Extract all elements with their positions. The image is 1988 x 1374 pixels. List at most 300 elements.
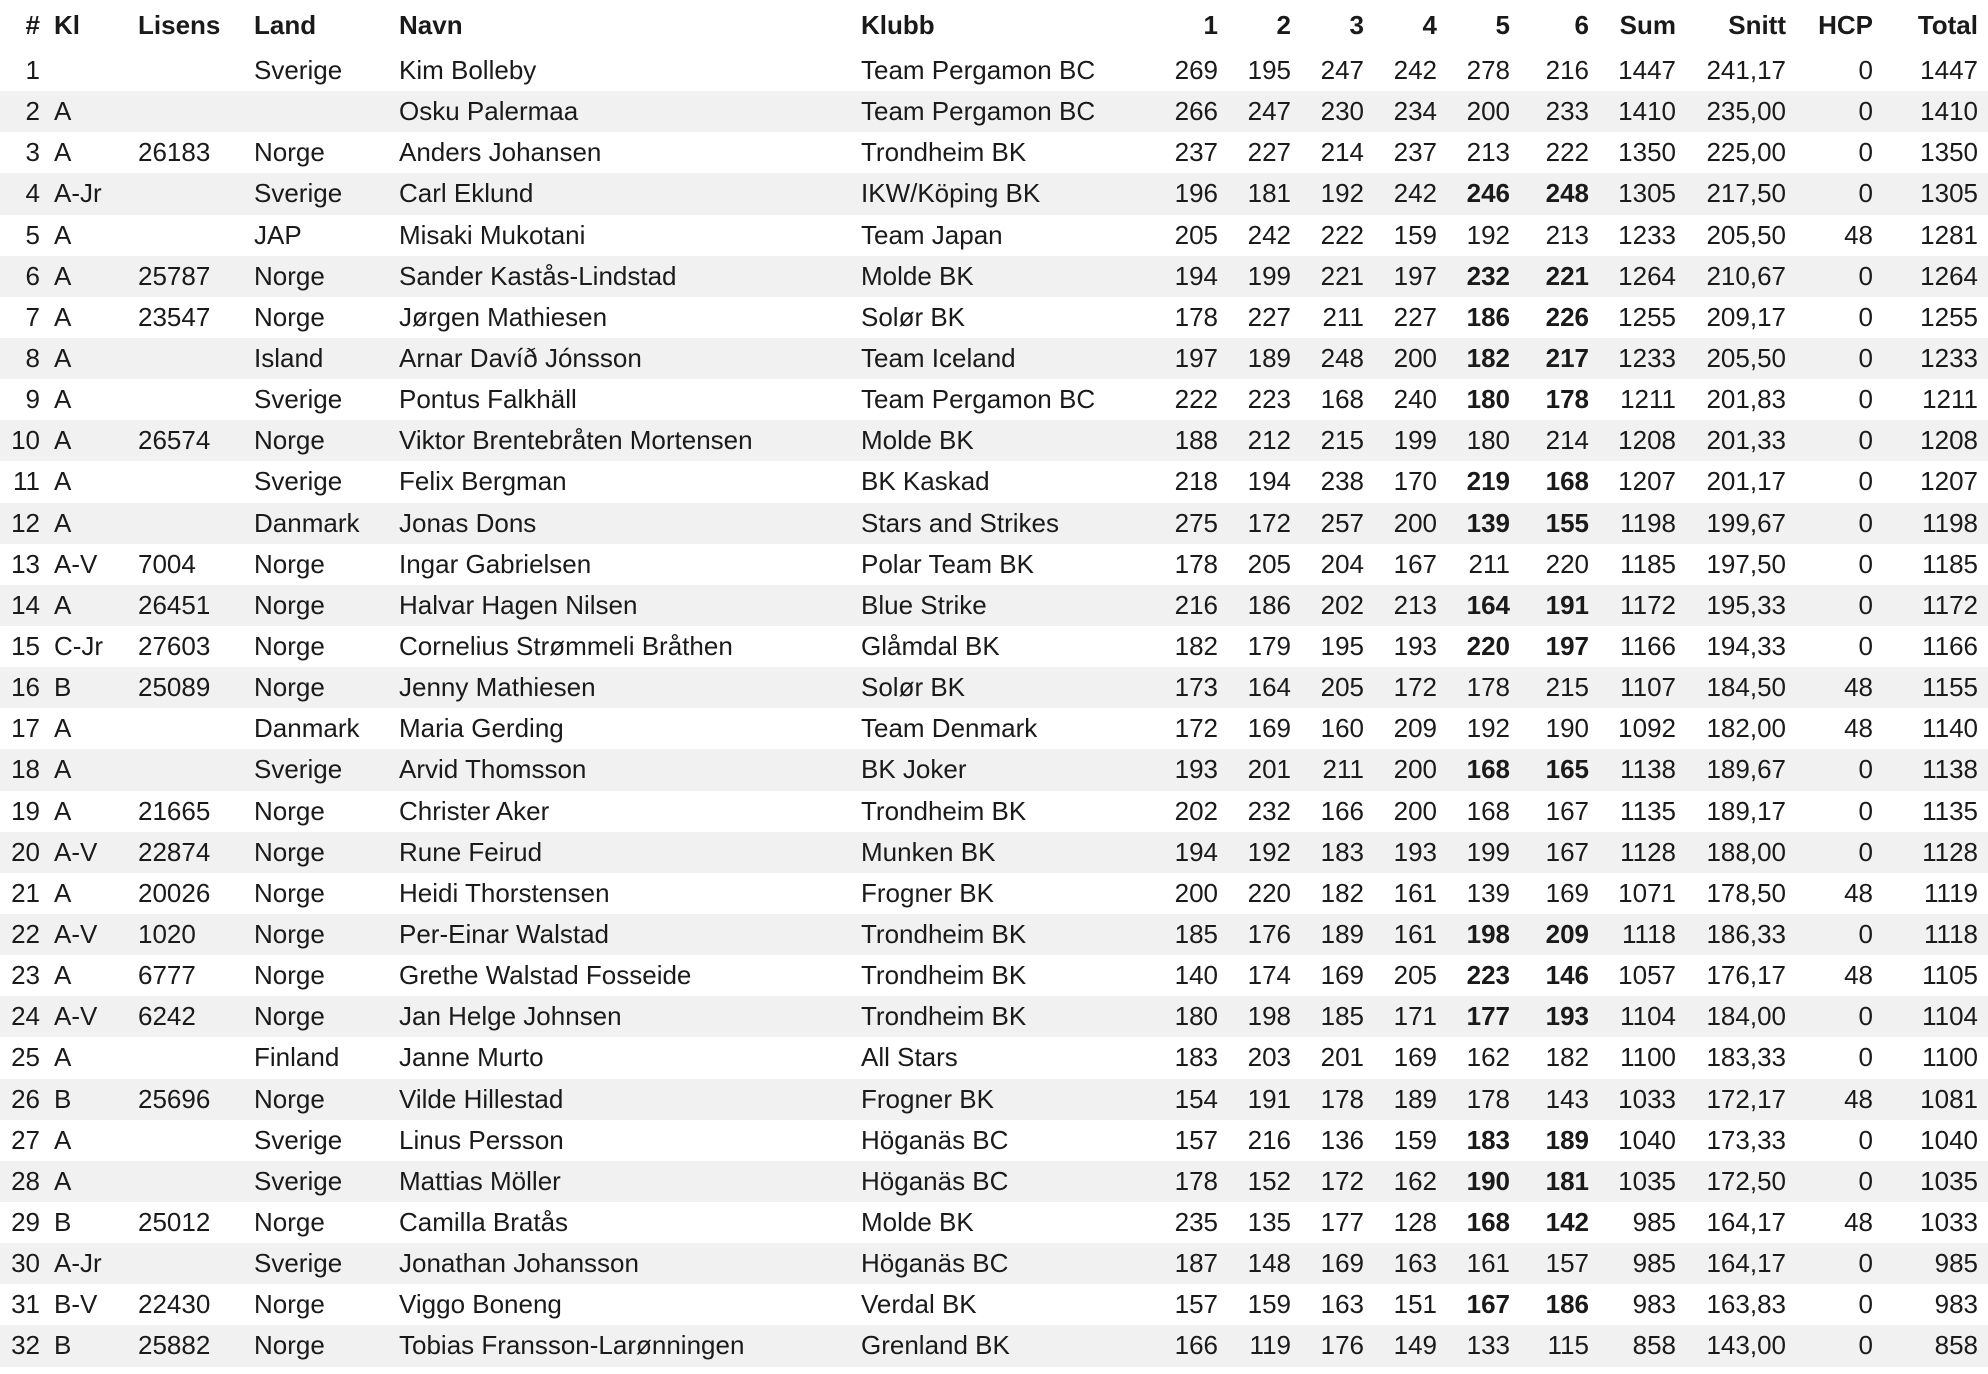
cell-sum: 1207 [1618, 466, 1676, 497]
cell-snitt: 182,00 [1706, 713, 1786, 744]
cell-hcp: 0 [1858, 96, 1873, 127]
cell-sum: 1071 [1618, 877, 1676, 908]
cell-kl: A [54, 1124, 72, 1155]
cell-game-4: 172 [1393, 672, 1437, 703]
cell-klubb: Molde BK [861, 260, 974, 291]
cell-game-6: 214 [1545, 425, 1589, 456]
cell-game-1: 178 [1174, 548, 1218, 579]
table-header-row [0, 0, 1988, 50]
cell-sum: 1107 [1620, 672, 1676, 703]
cell-sum: 1128 [1620, 836, 1676, 867]
cell-game-1: 218 [1174, 466, 1218, 497]
col-header-game-3[interactable]: 3 [1349, 9, 1364, 40]
cell-game-1: 180 [1174, 1001, 1218, 1032]
cell-game-6: 182 [1545, 1042, 1589, 1073]
cell-hcp: 0 [1858, 178, 1873, 209]
cell-hcp: 0 [1858, 55, 1873, 86]
table-row [0, 1202, 1988, 1243]
cell-sum: 1198 [1620, 507, 1676, 538]
cell-snitt: 163,83 [1706, 1289, 1786, 1320]
cell-klubb: All Stars [861, 1042, 958, 1073]
cell-game-4: 149 [1393, 1330, 1437, 1361]
cell-game-4: 161 [1393, 919, 1437, 950]
cell-game-4: 200 [1393, 795, 1437, 826]
cell-total: 985 [1934, 1248, 1978, 1279]
cell-navn: Janne Murto [399, 1042, 544, 1073]
cell-land: Norge [254, 301, 325, 332]
cell-hcp: 0 [1858, 836, 1873, 867]
cell-game-4: 209 [1393, 713, 1437, 744]
cell-sum: 1138 [1620, 754, 1676, 785]
cell-kl: A [54, 96, 72, 127]
cell-rank: 2 [25, 96, 40, 127]
cell-sum: 1255 [1618, 301, 1676, 332]
cell-game-5: 200 [1466, 96, 1510, 127]
cell-klubb: Trondheim BK [861, 919, 1027, 950]
cell-game-2: 216 [1247, 1124, 1291, 1155]
col-header-land[interactable]: Land [254, 9, 317, 40]
cell-game-1: 237 [1174, 137, 1218, 168]
cell-game-3: 183 [1320, 836, 1364, 867]
cell-klubb: Molde BK [861, 1207, 974, 1237]
cell-sum: 1233 [1618, 343, 1676, 374]
cell-game-6: 215 [1545, 672, 1589, 703]
cell-game-6: 216 [1545, 55, 1589, 86]
cell-land: Norge [254, 1001, 325, 1032]
cell-sum: 1035 [1618, 1165, 1676, 1196]
cell-klubb: Stars and Strikes [861, 507, 1059, 538]
cell-game-3: 177 [1320, 1207, 1364, 1237]
cell-game-1: 197 [1174, 343, 1218, 374]
table-row [0, 215, 1988, 256]
col-header-navn[interactable]: Navn [399, 9, 463, 40]
cell-game-2: 148 [1247, 1248, 1291, 1279]
cell-lisens: 6777 [138, 960, 196, 991]
cell-game-1: 196 [1174, 178, 1218, 209]
cell-snitt: 201,33 [1706, 425, 1786, 456]
table-row [0, 1079, 1988, 1120]
cell-klubb: Frogner BK [861, 877, 994, 908]
cell-navn: Viggo Boneng [399, 1289, 562, 1320]
cell-sum: 1118 [1622, 919, 1676, 950]
cell-game-6: 165 [1545, 754, 1589, 785]
cell-land: Norge [254, 631, 325, 662]
cell-game-5: 198 [1466, 919, 1510, 950]
cell-land: Norge [254, 1207, 325, 1237]
cell-lisens [138, 749, 254, 790]
cell-navn: Tobias Fransson-Larønningen [399, 1330, 745, 1361]
cell-game-1: 173 [1174, 672, 1218, 703]
cell-game-3: 247 [1320, 55, 1364, 86]
cell-kl: A [54, 713, 72, 744]
cell-hcp: 0 [1858, 631, 1873, 662]
cell-hcp: 48 [1844, 672, 1873, 703]
cell-total: 1211 [1922, 384, 1978, 415]
cell-game-5: 246 [1466, 178, 1510, 209]
cell-total: 1100 [1922, 1042, 1978, 1073]
cell-game-3: 211 [1322, 754, 1364, 785]
cell-kl: A-V [54, 548, 98, 579]
cell-kl: A [54, 425, 72, 456]
cell-snitt: 186,33 [1706, 919, 1786, 950]
cell-sum: 983 [1632, 1289, 1676, 1320]
cell-kl: A [54, 795, 72, 826]
table-row [0, 626, 1988, 667]
table-row [0, 1037, 1988, 1078]
cell-lisens: 26451 [138, 589, 211, 620]
cell-game-5: 133 [1466, 1330, 1510, 1361]
col-header-kl[interactable]: Kl [54, 9, 80, 40]
cell-game-6: 143 [1545, 1083, 1589, 1114]
col-header-game-5[interactable]: 5 [1495, 9, 1510, 40]
cell-sum: 1172 [1620, 589, 1676, 620]
cell-game-4: 171 [1393, 1001, 1437, 1032]
cell-land: Norge [254, 425, 325, 456]
cell-klubb: Trondheim BK [861, 795, 1027, 826]
cell-kl: A [54, 507, 72, 538]
cell-sum: 985 [1632, 1207, 1676, 1237]
cell-lisens: 23547 [138, 301, 211, 332]
cell-sum: 858 [1632, 1330, 1676, 1361]
cell-navn: Vilde Hillestad [399, 1083, 564, 1114]
table-row [0, 173, 1988, 214]
cell-land: JAP [254, 219, 302, 250]
cell-snitt: 194,33 [1706, 631, 1786, 662]
cell-kl: A [54, 877, 72, 908]
cell-land: Norge [254, 260, 325, 291]
cell-sum: 1211 [1620, 384, 1676, 415]
cell-navn: Ingar Gabrielsen [399, 548, 592, 579]
cell-game-3: 136 [1320, 1124, 1364, 1155]
cell-game-1: 266 [1174, 96, 1218, 127]
cell-game-4: 163 [1393, 1248, 1437, 1279]
cell-game-2: 227 [1247, 301, 1291, 332]
cell-total: 1281 [1920, 219, 1978, 250]
cell-game-2: 203 [1247, 1042, 1291, 1073]
cell-lisens: 25696 [138, 1083, 211, 1114]
cell-snitt: 197,50 [1706, 548, 1786, 579]
cell-navn: Mattias Möller [399, 1165, 561, 1196]
cell-rank: 1 [25, 55, 40, 86]
col-header-game-1[interactable]: 1 [1203, 9, 1218, 40]
cell-rank: 29 [11, 1207, 40, 1237]
cell-sum: 1104 [1620, 1001, 1676, 1032]
table-row [0, 256, 1988, 297]
cell-game-5: 219 [1466, 466, 1510, 497]
cell-game-5: 232 [1466, 260, 1510, 291]
cell-land: Norge [254, 672, 325, 703]
col-header-game-4[interactable]: 4 [1422, 9, 1437, 40]
cell-game-2: 174 [1247, 960, 1291, 991]
cell-land: Norge [254, 548, 325, 579]
cell-game-2: 205 [1247, 548, 1291, 579]
cell-snitt: 164,17 [1706, 1248, 1786, 1279]
table-row [0, 914, 1988, 955]
cell-land: Finland [254, 1042, 340, 1073]
cell-rank: 20 [11, 836, 40, 867]
cell-game-2: 242 [1247, 219, 1291, 250]
cell-land: Norge [254, 960, 325, 991]
cell-rank: 28 [11, 1165, 40, 1196]
cell-rank: 24 [11, 1001, 40, 1032]
cell-game-2: 223 [1247, 384, 1291, 415]
table-row [0, 338, 1988, 379]
cell-sum: 1350 [1618, 137, 1676, 168]
cell-navn: Christer Aker [399, 795, 550, 826]
cell-total: 1207 [1920, 466, 1978, 497]
cell-game-1: 183 [1174, 1042, 1218, 1073]
cell-game-3: 230 [1320, 96, 1364, 127]
cell-land: Norge [254, 589, 325, 620]
cell-game-3: 185 [1320, 1001, 1364, 1032]
cell-game-4: 227 [1393, 301, 1437, 332]
cell-land: Danmark [254, 713, 360, 744]
cell-land: Sverige [254, 1165, 343, 1196]
col-header-total[interactable]: Total [1917, 9, 1978, 40]
cell-navn: Per-Einar Walstad [399, 919, 609, 950]
cell-lisens [138, 1161, 254, 1202]
cell-game-6: 197 [1545, 631, 1589, 662]
cell-rank: 10 [11, 425, 40, 456]
cell-game-2: 172 [1247, 507, 1291, 538]
cell-game-6: 217 [1545, 343, 1589, 374]
cell-game-1: 202 [1174, 795, 1218, 826]
cell-game-2: 195 [1247, 55, 1291, 86]
cell-game-5: 139 [1466, 877, 1510, 908]
cell-land: Sverige [254, 1124, 343, 1155]
cell-total: 1185 [1922, 548, 1978, 579]
table-row [0, 420, 1988, 461]
cell-rank: 8 [25, 343, 40, 374]
table-row [0, 91, 1988, 132]
cell-game-3: 222 [1320, 219, 1364, 250]
cell-klubb: Solør BK [861, 301, 966, 332]
cell-land: Norge [254, 1330, 325, 1361]
cell-hcp: 0 [1858, 1248, 1873, 1279]
cell-hcp: 0 [1858, 466, 1873, 497]
cell-game-6: 209 [1545, 919, 1589, 950]
cell-total: 1305 [1920, 178, 1978, 209]
col-header-klubb[interactable]: Klubb [861, 9, 935, 40]
cell-game-6: 189 [1545, 1124, 1589, 1155]
cell-sum: 1040 [1618, 1124, 1676, 1155]
cell-snitt: 201,83 [1706, 384, 1786, 415]
cell-game-5: 161 [1466, 1248, 1510, 1279]
cell-total: 1040 [1920, 1124, 1978, 1155]
cell-game-4: 128 [1393, 1207, 1437, 1237]
cell-land: Sverige [254, 384, 343, 415]
cell-land: Norge [254, 877, 325, 908]
cell-game-4: 213 [1393, 589, 1437, 620]
cell-total: 858 [1934, 1330, 1978, 1361]
cell-game-3: 169 [1320, 1248, 1364, 1279]
cell-rank: 23 [11, 960, 40, 991]
cell-game-6: 169 [1545, 877, 1589, 908]
cell-sum: 1447 [1618, 55, 1676, 86]
cell-game-1: 157 [1174, 1289, 1218, 1320]
cell-rank: 19 [11, 795, 40, 826]
cell-land [254, 91, 399, 132]
cell-hcp: 0 [1858, 795, 1873, 826]
cell-game-4: 193 [1393, 836, 1437, 867]
cell-game-5: 164 [1466, 589, 1510, 620]
cell-game-5: 182 [1466, 343, 1510, 374]
cell-hcp: 0 [1858, 548, 1873, 579]
table-row [0, 996, 1988, 1037]
cell-game-4: 189 [1393, 1083, 1437, 1114]
cell-rank: 15 [11, 631, 40, 662]
cell-game-4: 237 [1393, 137, 1437, 168]
cell-game-2: 212 [1247, 425, 1291, 456]
cell-game-3: 257 [1320, 507, 1364, 538]
cell-game-2: 201 [1247, 754, 1291, 785]
cell-rank: 31 [11, 1289, 40, 1320]
cell-rank: 21 [11, 877, 40, 908]
cell-hcp: 0 [1858, 507, 1873, 538]
cell-game-3: 169 [1320, 960, 1364, 991]
col-header-hcp[interactable]: HCP [1818, 9, 1873, 40]
cell-sum: 1208 [1618, 425, 1676, 456]
cell-game-1: 193 [1174, 754, 1218, 785]
cell-navn: Misaki Mukotani [399, 219, 586, 250]
cell-game-6: 213 [1545, 219, 1589, 250]
cell-lisens: 26183 [138, 137, 211, 168]
cell-total: 1138 [1922, 754, 1978, 785]
cell-klubb: Team Japan [861, 219, 1003, 250]
cell-navn: Grethe Walstad Fosseide [399, 960, 692, 991]
cell-lisens: 22874 [138, 836, 211, 867]
cell-game-2: 119 [1249, 1330, 1291, 1361]
cell-game-5: 177 [1466, 1001, 1510, 1032]
cell-game-2: 135 [1247, 1207, 1291, 1237]
cell-rank: 5 [25, 219, 40, 250]
table-row [0, 749, 1988, 790]
cell-game-6: 167 [1545, 836, 1589, 867]
cell-navn: Heidi Thorstensen [399, 877, 610, 908]
cell-rank: 27 [11, 1124, 40, 1155]
cell-game-1: 200 [1174, 877, 1218, 908]
cell-game-1: 194 [1174, 836, 1218, 867]
cell-game-4: 205 [1393, 960, 1437, 991]
cell-game-2: 198 [1247, 1001, 1291, 1032]
cell-lisens [138, 503, 254, 544]
cell-rank: 14 [11, 589, 40, 620]
cell-hcp: 0 [1858, 1165, 1873, 1196]
cell-game-2: 220 [1247, 877, 1291, 908]
cell-game-3: 211 [1322, 301, 1364, 332]
cell-game-4: 193 [1393, 631, 1437, 662]
cell-game-5: 139 [1466, 507, 1510, 538]
cell-game-2: 232 [1247, 795, 1291, 826]
col-header-game-2[interactable]: 2 [1276, 9, 1291, 40]
cell-klubb: Trondheim BK [861, 960, 1027, 991]
cell-navn: Viktor Brentebråten Mortensen [399, 425, 753, 456]
table-row [0, 544, 1988, 585]
cell-sum: 1233 [1618, 219, 1676, 250]
cell-snitt: 184,50 [1706, 672, 1786, 703]
cell-hcp: 0 [1858, 425, 1873, 456]
cell-navn: Carl Eklund [399, 178, 534, 209]
cell-game-3: 221 [1320, 260, 1364, 291]
cell-navn: Linus Persson [399, 1124, 564, 1155]
cell-total: 1255 [1920, 301, 1978, 332]
cell-game-5: 220 [1466, 631, 1510, 662]
cell-klubb: Höganäs BC [861, 1124, 1009, 1155]
cell-game-3: 192 [1320, 178, 1364, 209]
cell-game-1: 166 [1174, 1330, 1218, 1361]
cell-sum: 985 [1632, 1248, 1676, 1279]
cell-game-3: 189 [1320, 919, 1364, 950]
cell-kl: A-V [54, 919, 98, 950]
col-header-sum[interactable]: Sum [1619, 9, 1676, 40]
cell-game-5: 180 [1466, 384, 1510, 415]
cell-rank: 22 [11, 919, 40, 950]
cell-navn: Pontus Falkhäll [399, 384, 577, 415]
cell-kl: B [54, 672, 72, 703]
cell-game-2: 169 [1247, 713, 1291, 744]
cell-lisens: 6242 [138, 1001, 196, 1032]
col-header-snitt[interactable]: Snitt [1728, 9, 1786, 40]
cell-snitt: 188,00 [1706, 836, 1786, 867]
cell-hcp: 0 [1858, 343, 1873, 374]
cell-hcp: 48 [1844, 1083, 1873, 1114]
cell-total: 1128 [1922, 836, 1978, 867]
cell-snitt: 172,50 [1706, 1165, 1786, 1196]
cell-rank: 4 [25, 178, 40, 209]
cell-rank: 32 [11, 1330, 40, 1361]
cell-rank: 30 [11, 1248, 40, 1279]
cell-hcp: 0 [1858, 1124, 1873, 1155]
cell-game-1: 187 [1174, 1248, 1218, 1279]
cell-snitt: 235,00 [1706, 96, 1786, 127]
cell-snitt: 209,17 [1706, 301, 1786, 332]
cell-game-4: 151 [1393, 1289, 1437, 1320]
cell-game-6: 233 [1545, 96, 1589, 127]
cell-klubb: Molde BK [861, 425, 974, 456]
col-header-rank[interactable]: # [25, 9, 40, 40]
cell-kl: C-Jr [54, 631, 104, 662]
cell-navn: Halvar Hagen Nilsen [399, 589, 638, 620]
cell-game-4: 200 [1393, 754, 1437, 785]
table-row [0, 379, 1988, 420]
cell-total: 1104 [1922, 1001, 1978, 1032]
cell-game-5: 168 [1466, 1207, 1510, 1237]
cell-klubb: Team Iceland [861, 343, 1016, 374]
cell-rank: 16 [11, 672, 40, 703]
cell-lisens [138, 461, 254, 502]
cell-lisens: 22430 [138, 1289, 211, 1320]
cell-kl: B-V [54, 1289, 98, 1320]
cell-lisens: 25882 [138, 1330, 211, 1361]
col-header-game-6[interactable]: 6 [1574, 9, 1589, 40]
cell-total: 1140 [1922, 713, 1978, 744]
cell-game-6: 186 [1545, 1289, 1589, 1320]
cell-total: 1264 [1920, 260, 1978, 291]
cell-lisens [138, 173, 254, 214]
cell-game-2: 181 [1247, 178, 1291, 209]
cell-hcp: 48 [1844, 960, 1873, 991]
cell-game-1: 222 [1174, 384, 1218, 415]
cell-game-5: 162 [1466, 1042, 1510, 1073]
cell-game-1: 194 [1174, 260, 1218, 291]
cell-game-3: 160 [1320, 713, 1364, 744]
cell-snitt: 241,17 [1706, 55, 1786, 86]
col-header-lisens[interactable]: Lisens [138, 9, 221, 40]
cell-lisens: 25787 [138, 260, 211, 291]
cell-game-5: 168 [1466, 754, 1510, 785]
cell-game-6: 248 [1545, 178, 1589, 209]
cell-game-5: 186 [1466, 301, 1510, 332]
